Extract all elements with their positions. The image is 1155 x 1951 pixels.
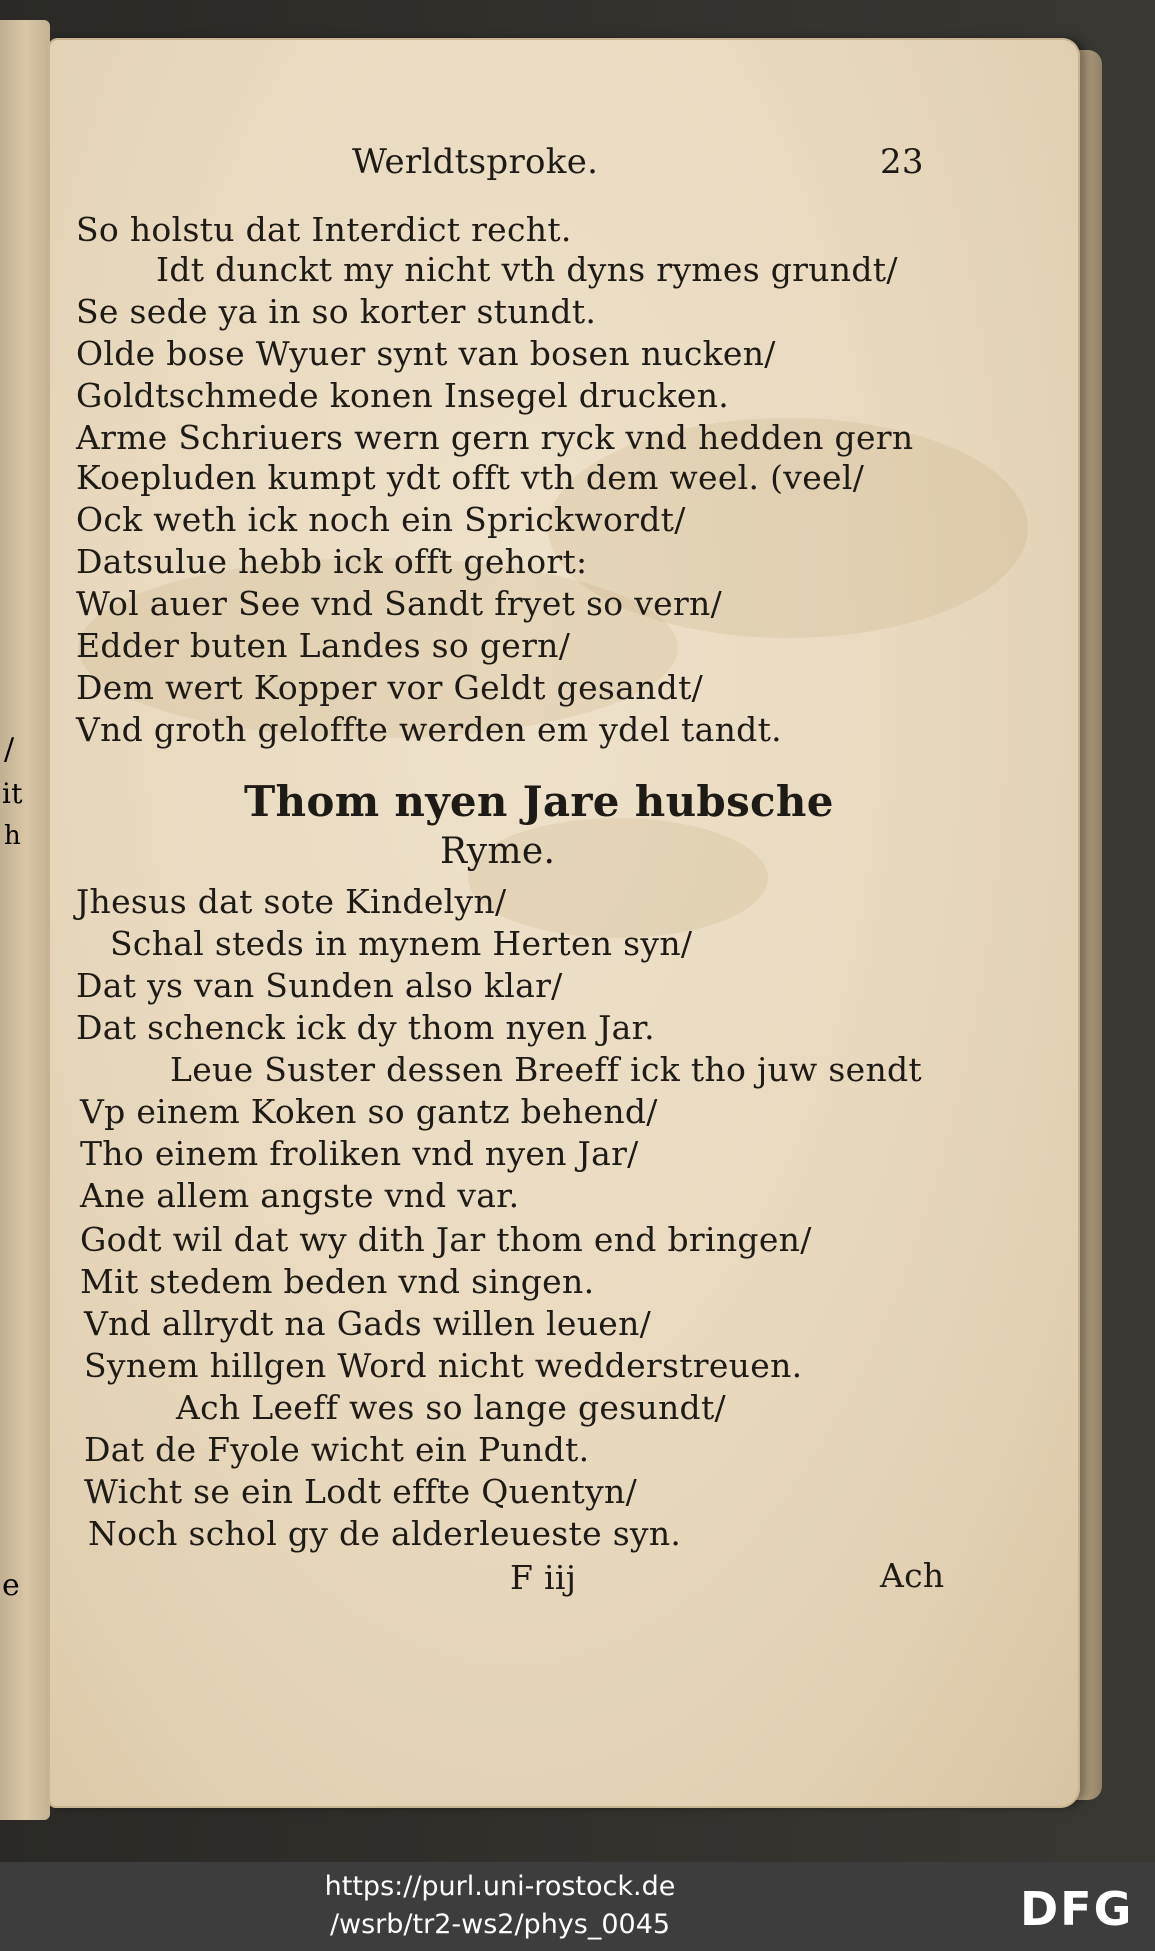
- section-title: Thom nyen Jare hubsche: [244, 777, 834, 826]
- text-line: Noch schol gy de alderleueste syn.: [88, 1514, 682, 1553]
- url-line: https://purl.uni-rostock.de: [324, 1871, 676, 1902]
- text-line: Datsulue hebb ick offt gehort:: [76, 542, 588, 581]
- text-line: Jhesus dat sote Kindelyn/: [76, 882, 507, 921]
- text-line: Ane allem angste vnd var.: [80, 1176, 520, 1215]
- text-line: So holstu dat Interdict recht.: [76, 210, 572, 249]
- text-line: Ock weth ick noch ein Sprickwordt/: [76, 500, 686, 539]
- page-number: 23: [880, 142, 924, 182]
- text-line: Se sede ya in so korter stundt.: [76, 292, 597, 331]
- footer-bar: [0, 1862, 1155, 1951]
- signature-mark: F iij: [510, 1558, 577, 1597]
- text-line: Dat ys van Sunden also klar/: [76, 966, 563, 1005]
- section-subtitle: Ryme.: [440, 831, 556, 872]
- dfg-logo: DFG: [1020, 1882, 1134, 1936]
- text-line: Mit stedem beden vnd singen.: [80, 1262, 595, 1301]
- text-line: Wicht se ein Lodt effte Quentyn/: [84, 1472, 638, 1511]
- text-line: Edder buten Landes so gern/: [76, 626, 571, 665]
- running-header: Werldtsproke.: [352, 142, 599, 182]
- catchword: Ach: [880, 1556, 945, 1595]
- url-line: /wsrb/tr2-ws2/phys_0045: [329, 1909, 671, 1940]
- text-line: Synem hillgen Word nicht wedderstreuen.: [84, 1346, 803, 1385]
- text-line: Wol auer See vnd Sandt fryet so vern/: [76, 584, 723, 623]
- text-line: Dem wert Kopper vor Geldt gesandt/: [76, 668, 704, 707]
- text-line: Godt wil dat wy dith Jar thom end bringen/: [80, 1220, 812, 1259]
- margin-mark: /: [4, 732, 15, 767]
- text-line: Idt dunckt my nicht vth dyns rymes grundt/: [156, 250, 898, 289]
- text-line: Goldtschmede konen Insegel drucken.: [76, 376, 730, 415]
- margin-mark: it: [2, 777, 23, 810]
- source-url[interactable]: [290, 1868, 710, 1944]
- text-line: Vnd groth geloffte werden em ydel tandt.: [76, 710, 782, 749]
- text-line: Dat de Fyole wicht ein Pundt.: [84, 1430, 590, 1469]
- text-line: Dat schenck ick dy thom nyen Jar.: [76, 1008, 655, 1047]
- text-line: Vp einem Koken so gantz behend/: [80, 1092, 658, 1131]
- text-line: Ach Leeff wes so lange gesundt/: [176, 1388, 726, 1427]
- text-line: Tho einem froliken vnd nyen Jar/: [80, 1134, 639, 1173]
- margin-mark: e: [2, 1568, 21, 1603]
- text-line: Koepluden kumpt ydt offt vth dem weel. (veel/: [76, 458, 865, 497]
- text-line: Arme Schriuers wern gern ryck vnd hedden gern: [76, 418, 914, 457]
- margin-mark: h: [4, 821, 22, 851]
- text-line: Olde bose Wyuer synt van bosen nucken/: [76, 334, 776, 373]
- text-line: Vnd allrydt na Gads willen leuen/: [84, 1304, 652, 1343]
- text-line: Schal steds in mynem Herten syn/: [110, 924, 693, 963]
- text-line: Leue Suster dessen Breeff ick tho juw sendt: [170, 1050, 922, 1089]
